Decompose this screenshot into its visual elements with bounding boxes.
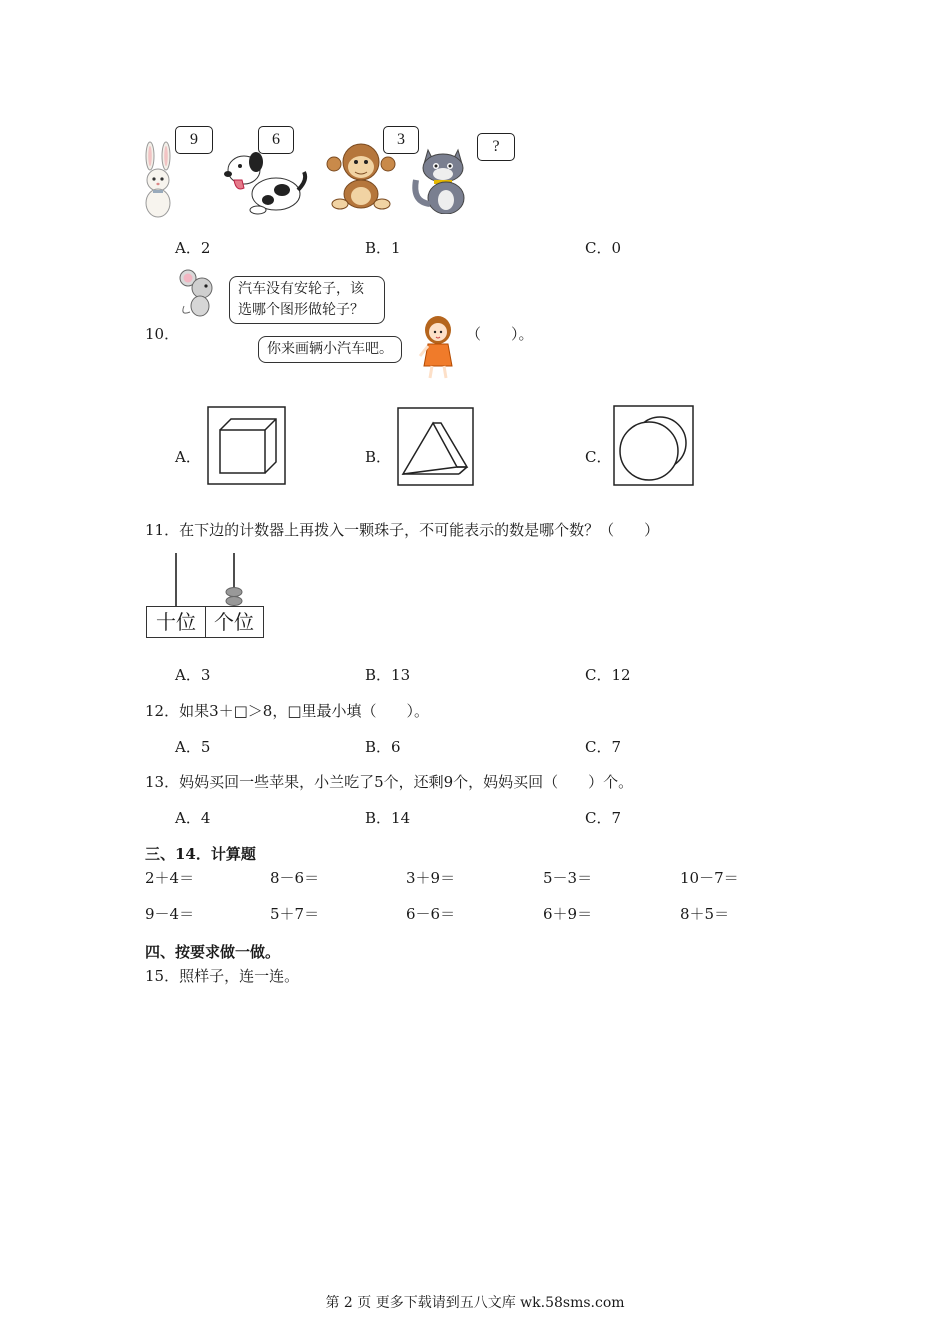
triangular-prism-image[interactable] <box>397 407 475 487</box>
calc-item[interactable]: 2＋4＝ <box>145 869 195 887</box>
dog-image <box>222 150 308 218</box>
q13-text: 13．妈妈买回一些苹果，小兰吃了5个，还剩9个，妈妈买回（ ）个。 <box>145 773 634 791</box>
cylinder-shape-image[interactable] <box>613 405 695 487</box>
q10-option-c-label[interactable]: C． <box>585 448 612 466</box>
calc-item[interactable]: 6－6＝ <box>406 905 456 923</box>
calc-item[interactable]: 5－3＝ <box>543 869 593 887</box>
q11-text: 11．在下边的计数器上再拨入一颗珠子，不可能表示的数是哪个数？（ ） <box>145 521 660 539</box>
calc-item[interactable]: 5＋7＝ <box>270 905 320 923</box>
q11-option-b[interactable]: B．13 <box>365 666 411 684</box>
cat-image <box>410 144 482 214</box>
rabbit-bubble: 9 <box>175 126 213 154</box>
q9-option-c[interactable]: C．0 <box>585 239 622 257</box>
dog-bubble: 6 <box>258 126 294 154</box>
rabbit-image <box>138 140 180 218</box>
calc-item[interactable]: 6＋9＝ <box>543 905 593 923</box>
calc-item[interactable]: 8＋5＝ <box>680 905 730 923</box>
girl-speech-bubble: 你来画辆小汽车吧。 <box>258 336 402 363</box>
q12-option-a[interactable]: A．5 <box>175 738 211 756</box>
monkey-bubble: 3 <box>383 126 419 154</box>
abacus-rods <box>145 553 269 609</box>
cat-bubble: ? <box>477 133 515 161</box>
abacus-tens-label: 十位 <box>146 606 206 638</box>
q10-number: 10． <box>145 325 180 343</box>
q11-option-c[interactable]: C．12 <box>585 666 631 684</box>
abacus-bead <box>226 597 242 606</box>
calc-item[interactable]: 10－7＝ <box>680 869 739 887</box>
section3-heading: 三、14．计算题 <box>145 845 256 863</box>
q9-option-b[interactable]: B．1 <box>365 239 401 257</box>
q15-text: 15．照样子，连一连。 <box>145 967 300 985</box>
q10-option-a-label[interactable]: A． <box>175 448 201 466</box>
page-footer: 第 2 页 更多下载请到五八文库 wk.58sms.com <box>325 1295 625 1311</box>
q12-option-b[interactable]: B．6 <box>365 738 401 756</box>
abacus-ones-label: 个位 <box>205 606 264 638</box>
mouse-speech-bubble <box>229 276 385 324</box>
mouse-speech-line2: 选哪个图形做轮子？ <box>238 302 364 318</box>
section4-heading: 四、按要求做一做。 <box>145 943 281 961</box>
calc-item[interactable]: 9－4＝ <box>145 905 195 923</box>
calc-item[interactable]: 8－6＝ <box>270 869 320 887</box>
q13-option-c[interactable]: C．7 <box>585 809 622 827</box>
cube-shape-image[interactable] <box>207 406 287 486</box>
q9-option-a[interactable]: A．2 <box>175 239 211 257</box>
q13-option-a[interactable]: A．4 <box>175 809 211 827</box>
calc-item[interactable]: 3＋9＝ <box>406 869 456 887</box>
q10-option-b-label[interactable]: B． <box>365 448 392 466</box>
mouse-image <box>178 268 222 320</box>
q12-text: 12．如果3＋□＞8，□里最小填（ ）。 <box>145 702 430 720</box>
q13-option-b[interactable]: B．14 <box>365 809 411 827</box>
q10-answer-blank: （ ）。 <box>466 325 534 343</box>
q11-option-a[interactable]: A．3 <box>175 666 211 684</box>
q12-option-c[interactable]: C．7 <box>585 738 622 756</box>
mouse-speech-line1: 汽车没有安轮子，该 <box>238 281 364 297</box>
girl-image <box>416 314 460 380</box>
abacus-bead <box>226 588 242 597</box>
